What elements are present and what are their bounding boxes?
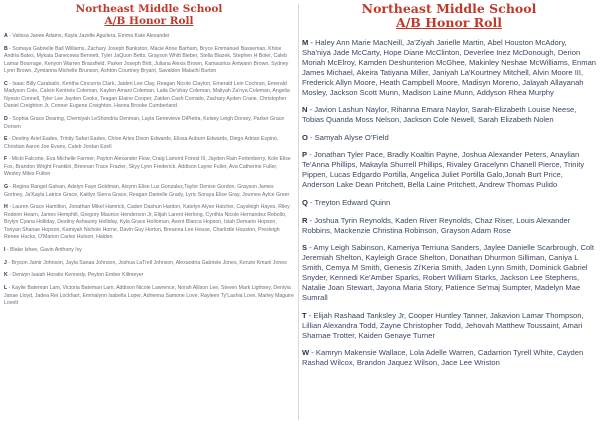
right-subtitle: A/B Honor Roll	[396, 15, 502, 30]
honor-roll-entry-k: K - Derwyn Isaiah Horatio Kennedy, Peyton Ember Killmeyer	[4, 272, 144, 279]
section-names: Sophia Grace Dearing, Chemiyah LeShondria Denman, Layla Genevieve DiPietra, Kelsey Leigh Dorsey, Parker Grace Dorsen	[4, 116, 285, 130]
section-names: Regina Rangel Galvan, Adelyn Faye Goldman, Aisynn Elise Luz Gonzalez,Taylor Denise Gordon, Grayson James Gortney, Ja'Kayla Latrice Grace, Kaitlyn Sierra Grace, Reagan Danielle Grady, Lyric Soraya Elise Gray, Journee Aylce Greer	[4, 184, 290, 198]
section-names: Blake Ishee, Gavin Anthony Ivy	[10, 247, 82, 253]
section-letter: D	[4, 116, 8, 123]
section-names: Isaac Billy Carabailo, Kentha Cincurria Clark, Jaiden Lee Clay, Reagan Nicole Clayton, Emerald Lein Cochran, Emerald Madyson Cole, Calvin Kentreis Coleman, Kaylen Amani Coleman, Laila De'shay Coleman, Maliyah Za'nya Coleman, Angelia Nyesio Connell, Tyler Lee Jayden Cooks, Teagan Elaine Cooper, Zaiden Cash Corrado, Zachary Ayden Crane, Christopher Daniel Creighton Jr, Conner Eugene Creighton, Hanna Brooke Cumberland	[4, 80, 290, 110]
section-letter: W	[302, 348, 310, 358]
honor-roll-entry-m: M - Haley Ann Marie MacNeill, Ja'Ziyah Jarielle Martin, Abel Houston McAdory, Sha'niya Jade McCarty, Hope Diane McClinton, Deverlee Inez McDonough, Derion Moriah McElroy, Kamden Deshunterion McGhee, Makinley Neshae McWilliams, Enman James Michael, Akeira Tatiyana Miller, Janiyah La'Kourtney Mitchell, Alvin Moore III, Frederick Allyn Moore, Heath Campbell Moore, Madisyn Moreno, Jalayah Allayanah Mosley, Jackson Scott Munn, Madison Laine Munn, Addyson Rhea Murphy	[302, 37, 597, 97]
honor-roll-entry-c: C - Isaac Billy Carabailo, Kentha Cincurria Clark, Jaiden Lee Clay, Reagan Nicole Clayton, Emerald Lein Cochran, Emerald Madyson Cole, Calvin Kentreis Coleman, Kaylen Amani Coleman, Laila De'shay Coleman, Maliyah Za'nya Coleman, Angelia Nyesio Connell, Tyler Lee Jayden Cooks, Teagan Elaine Cooper, Zaiden Cash Corrado, Zachary Ayden Crane, Christopher Daniel Creighton Jr, Conner Eugene Creighton, Hanna Brooke Cumberland	[4, 80, 290, 110]
section-letter: N	[302, 105, 308, 115]
section-names: Haley Ann Marie MacNeill, Ja'Ziyah Jarielle Martin, Abel Houston McAdory, Sha'niya Jade McCarty, Hope Diane McClinton, Deverlee Inez McDonough, Derion Moriah McElroy, Kamden Deshunterion McGhee, Makinley Neshae McWilliams, Enman James Michael, Akeira Tatiyana Miller, Janiyah La'Kourtney Mitchell, Alvin Moore III, Frederick Allyn Moore, Heath Campbell Moore, Madisyn Moreno, Jalayah Allayanah Mosley, Jackson Scott Munn, Madison Laine Munn, Addyson Rhea Murphy	[302, 37, 597, 97]
honor-roll-entry-d: D - Sophia Grace Dearing, Chemiyah LeShondria Denman, Layla Genevieve DiPietra, Kelsey Leigh Dorsey, Parker Grace Dorsen	[4, 116, 285, 130]
section-letter: Q	[302, 197, 308, 207]
section-letter: K	[4, 272, 8, 279]
section-names: Derwyn Isaiah Horatio Kennedy, Peyton Ember Killmeyer	[12, 272, 144, 279]
section-letter: L	[4, 285, 8, 292]
section-names: Amy Leigh Sabinson, Kameriya Terriuna Sanders, Jaylee Danielle Scarbrough, Colt Jeremiah Shelton, Kayleigh Grace Shelton, Donathan Dhurmon Silliman, Caniya L Smith, Cemya M Smith, Genesis Zi'Keria Smith, Jaden Lynn Smith, Dominick Gabriel Snyder, Kennedi Ke'Amber Sparks, Robert William Starks, Jackson Lee Stephens, Natalie Joan Stewart, Jayona Maria Story, Patience Se'maj Sumpter, Madelyn Mae Sumrall	[302, 243, 594, 303]
left-title: Northeast Middle School	[75, 3, 223, 15]
honor-roll-entry-g: G - Regina Rangel Galvan, Adelyn Faye Goldman, Aisynn Elise Luz Gonzalez,Taylor Denise Gordon, Grayson James Gortney, Ja'Kayla Latrice Grace, Kaitlyn Sierra Grace, Reagan Danielle Grady, Lyric Soraya Elise Gray, Journee Aylce Greer	[4, 184, 290, 198]
section-letter: C	[4, 80, 8, 87]
honor-roll-entry-n: N - Javion Lashun Naylor, Rihanna Emara Naylor, Sarah-Elizabeth Louise Neese, Tobias Quanda Moss Nelson, Jackson Cole Newell, Sarah Elizabeth Nolen	[302, 105, 577, 125]
section-names: Jonathan Tyler Pace, Bradly Koaltin Payne, Joshua Alexander Peters, Anaylian Te'Anna Phillips, Makayla Shurrell Phillips, Rivaley Gracelynn Chanell Pierce, Trinity Pippen, Lucas Edgardo Portilla, Angelica Juliet Portilla Galo,Jonah Burt Price, Anderson Lake Dean Pritchett, Bella Laine Pritchett, Andrew Thomas Pulido	[302, 150, 585, 190]
section-letter: H	[4, 204, 8, 211]
honor-roll-entry-j: J - Bryson Jamir Johnson, Jayla Sanaa Johnson, Joshua LaTrell Johnson, Alexandria Gabriele Jones, Kenzie Kmarii Jones	[4, 259, 287, 266]
section-names: Lauren Grace Hamilton, Jonathan Mikel Hamrick, Caden Dashun Hardon, Katelyn Alyse Hatcher, Caysleigh Hayes, Riley Rodenn Hearn, James Hemphill, Gregory Maurice Henderson Jr, Elijah Larent Herlong, Cynthia Nicole Hernandez Rebollo, Brylyn Cyana Holliday, Destiny Ashaunty Holliday, Kyla Grace Holloman, Avent Blanca Hopson, Isiah Demario Hopson, Tonyan Shanae Hopson, Kamiyah Nichole Horne, Davin Guy Horton, Breanna Lee House, Charlistle Houston, Presleigh Renee Hucks, O'Marion Carlez Hutson, Haiden	[4, 204, 290, 241]
honor-roll-entry-i: I - Blake Ishee, Gavin Anthony Ivy	[4, 247, 82, 253]
section-names: Bryson Jamir Johnson, Jayla Sanaa Johnson, Joshua LaTrell Johnson, Alexandria Gabriele Jones, Kenzie Kmarii Jones	[11, 259, 287, 266]
right-column	[302, 0, 596, 374]
honor-roll-entry-w: W - Kamryn Makensie Wallace, Lola Adelle Warren, Cadarrion Tyrell White, Cayden Rashad Wilcox, Brandon Jaquez Wilson, Jace Lee Wriston	[302, 348, 584, 368]
right-sections	[302, 38, 596, 369]
honor-roll-entry-h: H - Lauren Grace Hamilton, Jonathan Mikel Hamrick, Caden Dashun Hardon, Katelyn Alyse Hatcher, Caysleigh Hayes, Riley Rodenn Hearn, James Hemphill, Gregory Maurice Henderson Jr, Elijah Larent Herlong, Cynthia Nicole Hernandez Rebollo, Brylyn Cyana Holliday, Destiny Ashaunty Holliday, Kyla Grace Holloman, Avent Blanca Hopson, Isiah Demario Hopson, Tonyan Shanae Hopson, Kamiyah Nichole Horne, Davin Guy Horton, Breanna Lee House, Charlistle Houston, Presleigh Renee Hucks, O'Marion Carlez Hutson, Haiden	[4, 204, 290, 241]
section-names: Kaylie Bateman Lam, Victoria Bateman Lam, Addison Nicole Lawrence, Norah Allison Lee, Steven Mark Lightsey, Deniyia Janae Lloyd, Jadea Rei Lockhart, Emmalynn Isabella Loper, Adrienna Samone Love, Rayleen Ty'Lashia Love, Marley Maguire Lovett	[4, 285, 294, 307]
section-letter: A	[4, 33, 8, 39]
column-divider	[298, 4, 299, 420]
honor-roll-entry-b: B - Somaya Gabrielle Ball Williams, Zachary Joseph Bankston, Macie Anne Barham, Bryce Emmanuel Basseman, Khloe Andria Bates, Mykaia Danecewa Bennett, Tyler JaQuon Betts, Grayson Whitt Bieber, Stella Blazek, Stephen H Boler, Caleb Lamar Bourrage, Kenyon Warren Brassfield, Parker Joseph Britt, Juliana Alexis Brown, Kamauirius Antwann Brown, Sydney Lynn Brown, Zymianna Michelle Brunson, Ashton Courtney Bryant, Savaldon Malachi Burton	[4, 45, 289, 75]
honor-roll-entry-l: L - Kaylie Bateman Lam, Victoria Bateman Lam, Addison Nicole Lawrence, Norah Allison Lee, Steven Mark Lightsey, Deniyia Janae Lloyd, Jadea Rei Lockhart, Emmalynn Isabella Loper, Adrienna Samone Love, Rayleen Ty'Lashia Love, Marley Maguire Lovett	[4, 285, 294, 307]
section-names: Elijah Rashaad Tanksley Jr, Cooper Huntley Tanner, Jakavion Lamar Thompson, Lillian Alexandra Todd, Zayne Christopher Todd, Jehovah Matthew Toussaint, Amari Sharnae Trotter, Kaiden Genaye Turner	[302, 310, 584, 340]
section-letter: E	[4, 136, 8, 143]
honor-roll-entry-p: P - Jonathan Tyler Pace, Bradly Koaltin Payne, Joshua Alexander Peters, Anaylian Te'Anna Phillips, Makayla Shurrell Phillips, Rivaley Gracelynn Chanell Pierce, Trinity Pippen, Lucas Edgardo Portilla, Angelica Juliet Portilla Galo,Jonah Burt Price, Anderson Lake Dean Pritchett, Bella Laine Pritchett, Andrew Thomas Pulido	[302, 150, 585, 190]
section-letter: G	[4, 184, 9, 191]
honor-roll-entry-e: E - Destiny Ariel Eades, Trinity Safari Eades, Chloe Aries Dixon Edwards, Elissa Auburn Edwards, Diego Adrian Espino, Christian Aaron Joe Evans, Caleb Jordan Ezell	[4, 136, 279, 150]
section-names: Javion Lashun Naylor, Rihanna Emara Naylor, Sarah-Elizabeth Louise Neese, Tobias Quanda Moss Nelson, Jackson Cole Newell, Sarah Elizabeth Nolen	[302, 105, 577, 125]
honor-roll-entry-q: Q - Treyton Edward Quinn	[302, 197, 391, 207]
section-names: Micki Falcone, Eva Michelle Farmer, Payton Alexander Flow, Craig Lamont Forest III, Jayden Rain Fortenberry, Kole Elise Fox, Brandon Wright Franklin, Brennan Trace Frazier, Skyy Lynn Frederick, Addison Layne Fuller, Ava Catherine Fuller, Wesley Miles Fulton	[4, 156, 291, 178]
section-letter: O	[302, 132, 308, 142]
honor-roll-entry-s: S - Amy Leigh Sabinson, Kameriya Terriuna Sanders, Jaylee Danielle Scarbrough, Colt Jeremiah Shelton, Kayleigh Grace Shelton, Donathan Dhurmon Silliman, Caniya L Smith, Cemya M Smith, Genesis Zi'Keria Smith, Jaden Lynn Smith, Dominick Gabriel Snyder, Kennedi Ke'Amber Sparks, Robert William Starks, Jackson Lee Stephens, Natalie Joan Stewart, Jayona Maria Story, Patience Se'maj Sumpter, Madelyn Mae Sumrall	[302, 243, 594, 303]
section-letter: S	[302, 243, 308, 253]
section-names: Valissa Janee Adams, Kayla Jazelle Aguilera, Emma Kate Alexander	[12, 33, 170, 39]
honor-roll-entry-f: F - Micki Falcone, Eva Michelle Farmer, Payton Alexander Flow, Craig Lamont Forest III, Jayden Rain Fortenberry, Kole Elise Fox, Brandon Wright Franklin, Brennan Trace Frazier, Skyy Lynn Frederick, Addison Layne Fuller, Ava Catherine Fuller, Wesley Miles Fulton	[4, 156, 291, 178]
section-letter: M	[302, 37, 309, 47]
section-letter: J	[4, 259, 7, 266]
section-names: Kamryn Makensie Wallace, Lola Adelle Warren, Cadarrion Tyrell White, Cayden Rashad Wilcox, Brandon Jaquez Wilson, Jace Lee Wriston	[302, 348, 584, 368]
left-column	[4, 0, 294, 312]
section-letter: B	[4, 45, 8, 52]
section-names: Treyton Edward Quinn	[314, 197, 391, 207]
section-letter: R	[302, 215, 308, 225]
honor-roll-entry-r: R - Joshua Tyrin Reynolds, Kaden River Reynolds, Chaz Riser, Louis Alexander Robbins, Mackenzie Christina Robinson, Grayson Adam Rose	[302, 215, 571, 235]
left-sections	[4, 33, 294, 308]
section-names: Samyah Alyse O'Field	[314, 132, 389, 142]
section-letter: F	[4, 156, 8, 163]
section-names: Destiny Ariel Eades, Trinity Safari Eades, Chloe Aries Dixon Edwards, Elissa Auburn Edwards, Diego Adrian Espino, Christian Aaron Joe Evans, Caleb Jordan Ezell	[4, 136, 279, 150]
section-letter: P	[302, 150, 308, 160]
section-names: Joshua Tyrin Reynolds, Kaden River Reynolds, Chaz Riser, Louis Alexander Robbins, Mackenzie Christina Robinson, Grayson Adam Rose	[302, 215, 571, 235]
section-letter: T	[302, 310, 307, 320]
honor-roll-entry-a: A - Valissa Janee Adams, Kayla Jazelle Aguilera, Emma Kate Alexander	[4, 33, 170, 39]
honor-roll-entry-o: O - Samyah Alyse O'Field	[302, 132, 389, 142]
right-title: Northeast Middle School	[361, 1, 537, 16]
left-subtitle: A/B Honor Roll	[104, 15, 194, 27]
section-names: Somaya Gabrielle Ball Williams, Zachary Joseph Bankston, Macie Anne Barham, Bryce Emmanuel Basseman, Khloe Andria Bates, Mykaia Danecewa Bennett, Tyler JaQuon Betts, Grayson Whitt Bieber, Stella Blazek, Stephen H Boler, Caleb Lamar Bourrage, Kenyon Warren Brassfield, Parker Joseph Britt, Juliana Alexis Brown, Kamauirius Antwann Brown, Sydney Lynn Brown, Zymianna Michelle Brunson, Ashton Courtney Bryant, Savaldon Malachi Burton	[4, 45, 289, 75]
honor-roll-entry-t: T - Elijah Rashaad Tanksley Jr, Cooper Huntley Tanner, Jakavion Lamar Thompson, Lillian Alexandra Todd, Zayne Christopher Todd, Jehovah Matthew Toussaint, Amari Sharnae Trotter, Kaiden Genaye Turner	[302, 310, 584, 340]
section-letter: I	[4, 247, 6, 253]
